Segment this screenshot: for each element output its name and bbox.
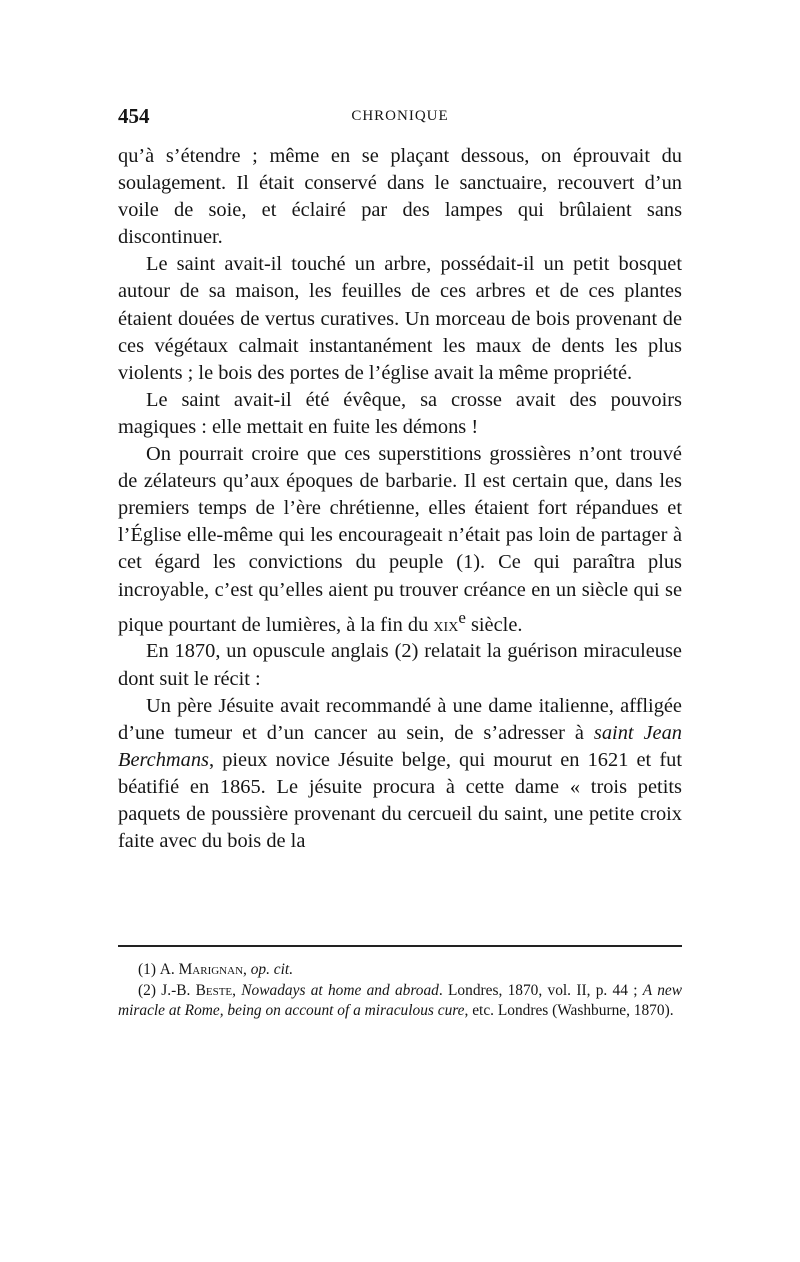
paragraph-3: Le saint avait-il été évêque, sa crosse avait des pouvoirs magiques : elle mettait en fuite les démons !: [118, 388, 682, 438]
running-head: CHRONIQUE: [351, 108, 449, 124]
paragraph-1: qu’à s’étendre ; même en se plaçant dessous, on éprouvait du soulagement. Il était conservé dans le sanctuaire, recouvert d’un voile de soie, et éclairé par des lampes qui brûlaient sans discontinuer.: [118, 145, 682, 249]
paragraph-5: En 1870, un opuscule anglais (2) relatait la guérison miraculeuse dont suit le récit :: [118, 640, 682, 690]
footnote-2-title: Nowadays at home and abroad: [241, 981, 439, 999]
paragraph-4: [118, 441, 682, 638]
footnote-1-sep: ,: [243, 961, 251, 978]
footnote-1-author: A. Marignan: [159, 961, 244, 978]
footnote-2: [118, 981, 682, 1022]
footnote-2-author: J.-B. Beste: [161, 981, 233, 999]
century-tail: siècle.: [465, 613, 523, 636]
paragraph-2: Le saint avait-il touché un arbre, possédait-il un petit bosquet autour de sa maison, les feuilles de ces arbres et de ces plantes étaient douées de vertus curatives. Un morceau de bois provenant de ces végétaux calmait instantanément les maux de dents les plus violents ; le bois des portes de l’église avait la même propriété.: [118, 253, 682, 384]
footnote-2-end: , etc. Londres (Washburne, 1870).: [464, 1002, 674, 1019]
saint-name: saint Jean Berchmans: [118, 721, 682, 771]
paragraph-6: [118, 693, 682, 856]
footnote-1: [118, 960, 682, 981]
footnote-1-ref: op. cit.: [250, 961, 294, 978]
footnote-2-mark: (2): [138, 981, 162, 999]
century-roman: xix: [433, 613, 459, 636]
body-text: [118, 143, 682, 855]
paragraph-4-text: On pourrait croire que ces superstitions grossières n’ont trouvé de zélateurs qu’aux époques de barbarie. Il est certain que, dans les premiers temps de l’ère chrétienne, elles étaient fort répandues et l’Église elle-même qui les encourageait n’était pas loin de partager à cet égard les convictions du peuple (1). Ce qui paraîtra plus incroyable, c’est qu’elles aient pu trouver créance en un siècle qui se pique pourtant de lumières, à la fin du: [118, 443, 682, 636]
paragraph-6-end: dame « trois petits paquets de poussière provenant du cercueil du saint, une petite croix faite avec du bois de la: [118, 775, 682, 853]
page-number: 454: [118, 104, 150, 128]
paragraph-6-text: Un père Jésuite avait recommandé à une dame italienne, affligée d’une tumeur et d’un cancer au sein, de s’adresser à: [118, 694, 682, 744]
footnote-2-mid: . Londres, 1870, vol. II, p. 44 ;: [438, 981, 643, 999]
saint-tail: , pieux novice Jésuite belge, qui mourut en 1621 et fut béatifié en 1865. Le jésuite procura à cette: [118, 748, 682, 798]
page-header: [118, 104, 682, 134]
footnote-2-subtitle: A new miracle at Rome, being on account of a miraculous cure: [118, 981, 683, 1019]
century-sup: e: [458, 607, 466, 627]
footnote-1-mark: (1): [138, 961, 160, 978]
footnote-2-sep: ,: [232, 981, 242, 999]
footnotes: [118, 960, 682, 1022]
footnote-divider: [118, 945, 682, 947]
